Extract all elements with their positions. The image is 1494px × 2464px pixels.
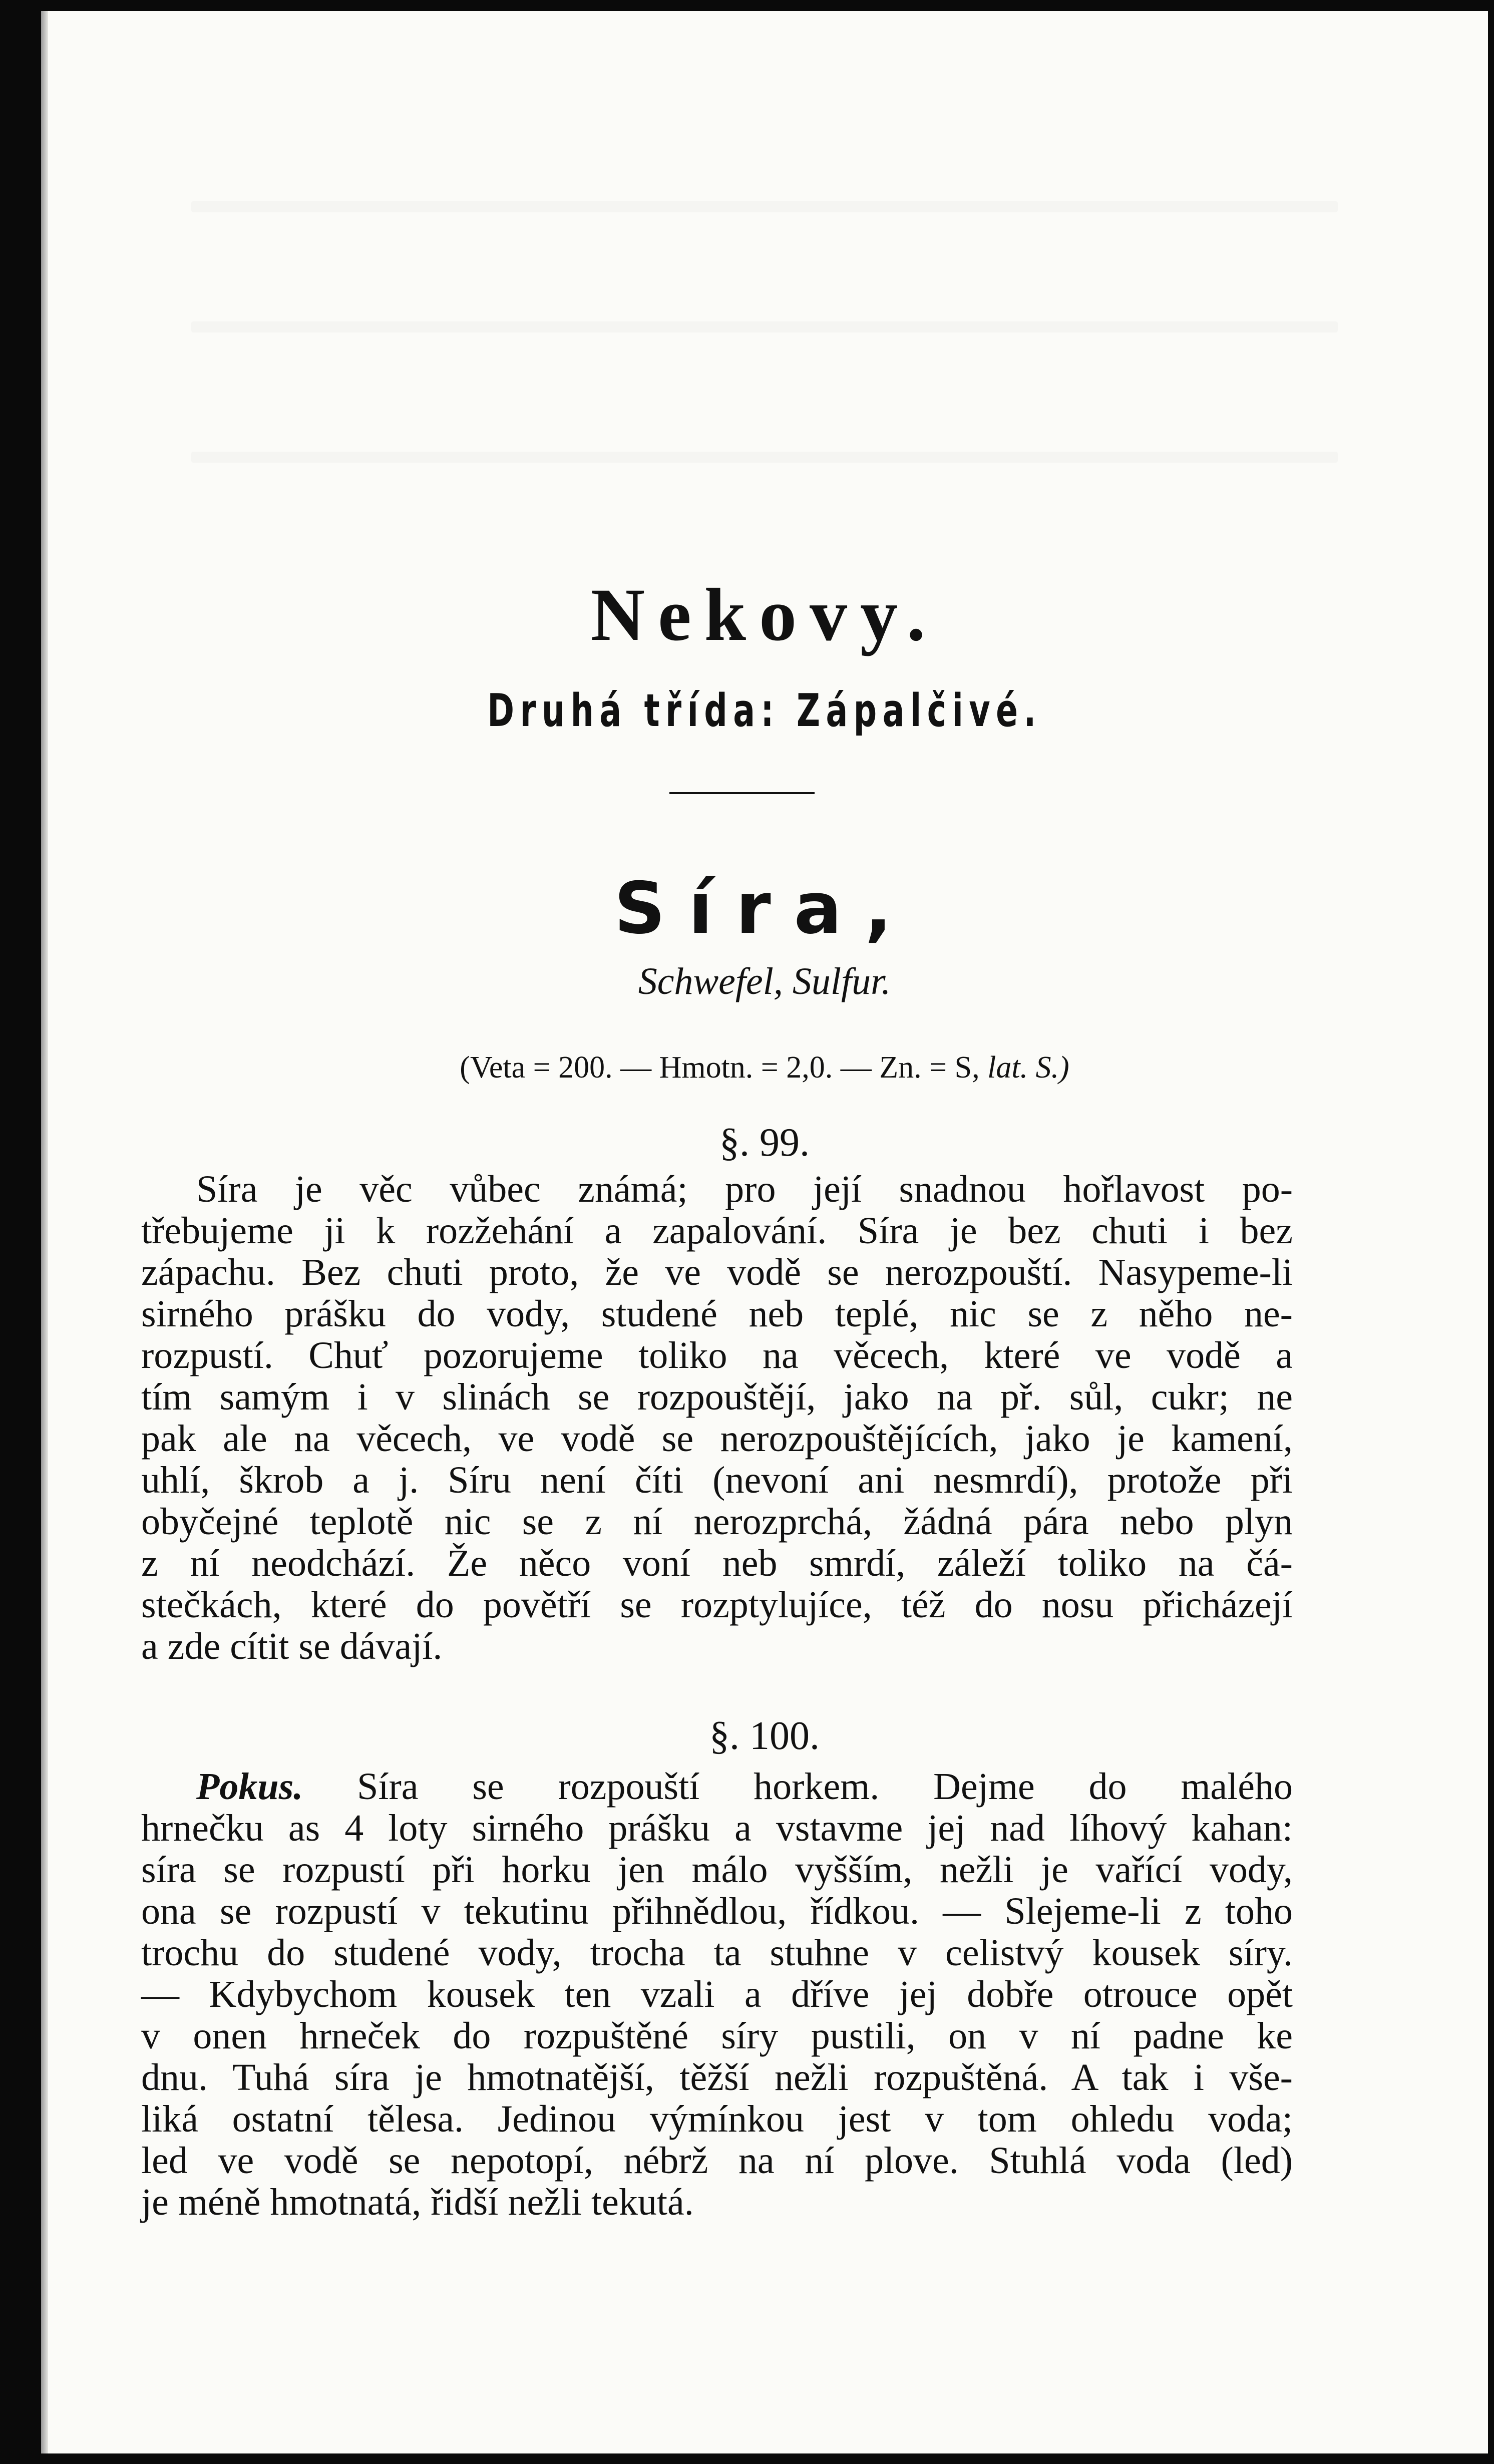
properties-prefix: (Veta = 200. — Hmotn. = 2,0. — Zn. = S,	[460, 1050, 980, 1085]
element-properties	[41, 1050, 1488, 1086]
section-number-99: §. 99.	[719, 1121, 810, 1165]
properties-lat-label: lat.	[987, 1050, 1028, 1085]
bleed-through-mark	[191, 201, 1338, 212]
text-line: v onen hrneček do rozpuštěné síry pustili, on v ní padne ke	[141, 2015, 1293, 2057]
element-name: Síra,	[614, 867, 915, 950]
text-line: obyčejné teplotě nic se z ní nerozprchá, žádná pára nebo plyn	[141, 1501, 1293, 1543]
book-page	[41, 11, 1488, 2453]
section-number-100: §. 100.	[709, 1714, 820, 1758]
text-line: pak ale na věcech, ve vodě se nerozpouštějících, jako je kamení,	[141, 1418, 1293, 1460]
text-line: zápachu. Bez chuti proto, že ve vodě se nerozpouští. Nasypeme-li	[141, 1251, 1293, 1293]
page-title: Nekovy.	[590, 573, 939, 656]
section-99-paragraph	[141, 1169, 1293, 1667]
text-line: třebujeme ji k rozžehání a zapalování. Síra je bez chuti i bez	[141, 1210, 1293, 1252]
text-line: sirného prášku do vody, studené neb teplé, nic se z něho ne-	[141, 1293, 1293, 1335]
text-line: liká ostatní tělesa. Jedinou výmínkou jest v tom ohledu voda;	[141, 2098, 1293, 2140]
class-subtitle: Druhá třída: Zápalčivé.	[487, 684, 1042, 737]
text-line: tím samým i v slinách se rozpouštějí, jako na př. sůl, cukr; ne	[141, 1376, 1293, 1418]
text-line: hrnečku as 4 loty sirného prášku a vstavme jej nad líhový kahan:	[141, 1807, 1293, 1849]
text-line: ona se rozpustí v tekutinu přihnědlou, řídkou. — Slejeme-li z toho	[141, 1890, 1293, 1932]
text-line: uhlí, škrob a j. Síru není číti (nevoní ani nesmrdí), protože při	[141, 1459, 1293, 1501]
text-line: z ní neodchází. Že něco voní neb smrdí, záleží toliko na čá-	[141, 1542, 1293, 1584]
divider-rule	[669, 792, 815, 794]
text-line: Síra je věc vůbec známá; pro její snadnou hořlavost po-	[196, 1168, 1293, 1210]
properties-suffix: S.)	[1035, 1050, 1069, 1085]
text-line: — Kdybychom kousek ten vzali a dříve jej dobře otrouce opět	[141, 1973, 1293, 2015]
text-line: dnu. Tuhá síra je hmotnatější, těžší nežli rozpuštěná. A tak i vše-	[141, 2056, 1293, 2098]
text-line: síra se rozpustí při horku jen málo vyšším, nežli je vařící vody,	[141, 1849, 1293, 1891]
text-line: rozpustí. Chuť pozorujeme toliko na věcech, které ve vodě a	[141, 1334, 1293, 1376]
lead-line-text: Síra se rozpouští horkem. Dejme do malého	[357, 1766, 1293, 1808]
page-edge-shadow	[41, 11, 48, 2453]
bleed-through-mark	[191, 452, 1338, 463]
text-line-lead	[141, 1766, 1293, 1808]
bleed-through-mark	[191, 321, 1338, 332]
experiment-label: Pokus.	[196, 1766, 303, 1808]
text-line: je méně hmotnatá, řidší nežli tekutá.	[141, 2181, 694, 2223]
text-line: led ve vodě se nepotopí, nébrž na ní plove. Stuhlá voda (led)	[141, 2140, 1293, 2182]
text-line: stečkách, které do povětří se rozptylujíce, též do nosu přicházejí	[141, 1584, 1293, 1626]
text-line: trochu do studené vody, trocha ta stuhne v celistvý kousek síry.	[141, 1932, 1293, 1974]
text-line: a zde cítit se dávají.	[141, 1625, 443, 1667]
section-100-paragraph	[141, 1766, 1293, 2223]
element-alt-names: Schwefel, Sulfur.	[638, 960, 891, 1002]
